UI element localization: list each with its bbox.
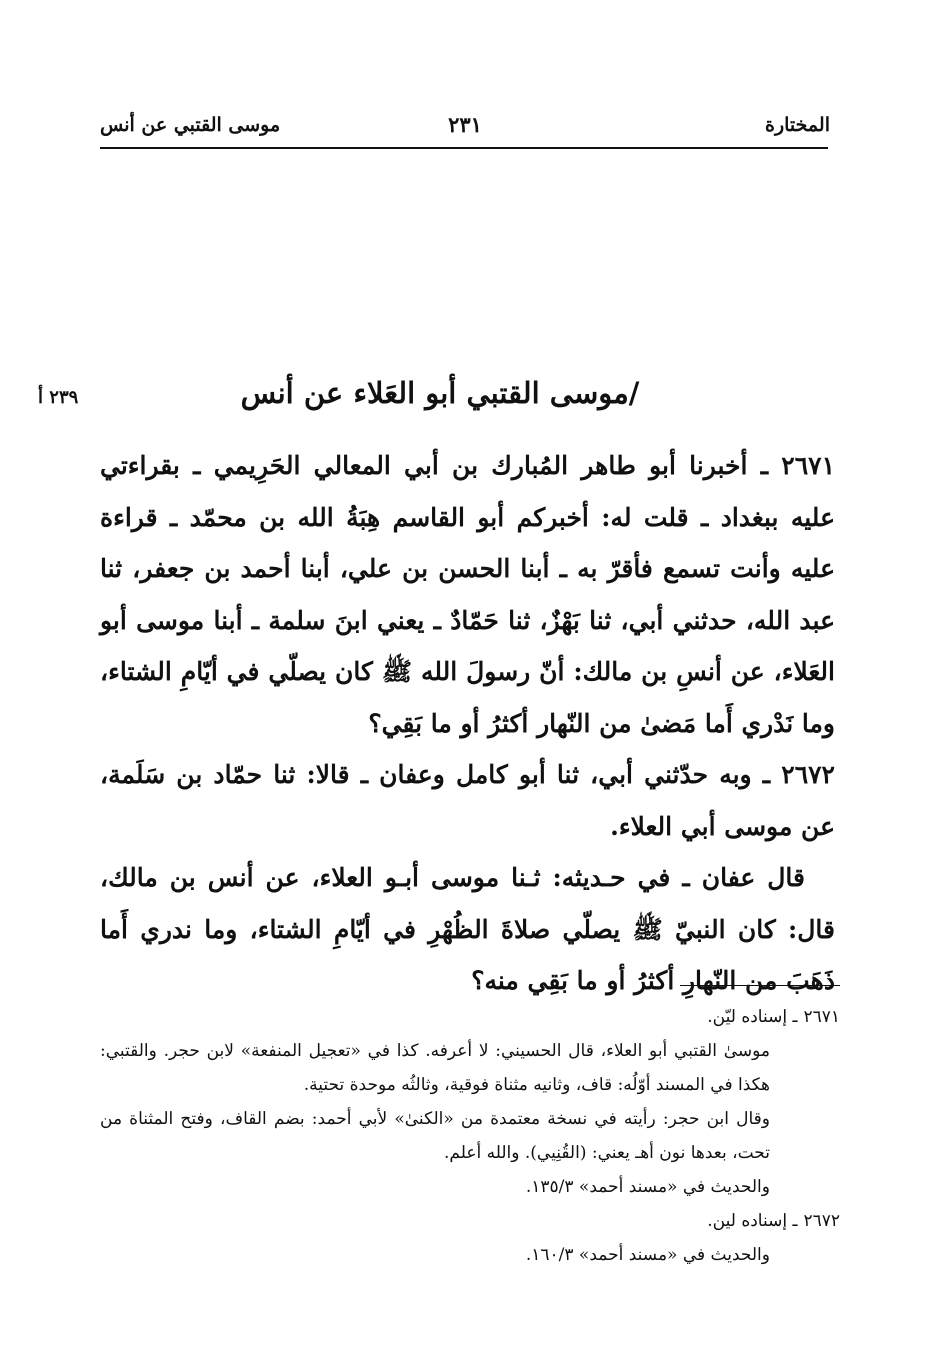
footnote-2672	[100, 1204, 840, 1238]
footnote-2671	[100, 1000, 840, 1034]
hadith-2671	[100, 440, 835, 749]
main-text	[100, 440, 835, 1007]
running-header	[100, 110, 830, 150]
footnote-paragraph: والحديث في «مسند أحمد» ١٣٥/٣.	[525, 1177, 770, 1197]
book-title: المختارة	[765, 114, 830, 136]
hadith-continuation: قال عفان ـ في حـديثه: ثـنا موسى أبـو العلاء، عن أنس بن مالك، قال: كان النبيّ ﷺ يصلّي صلاةَ الظُهْرِ في أيّامِ الشتاء، وما ندري أَما ذَهَبَ من النّهارِ أكثرُ أو ما بَقِي منه؟	[100, 863, 835, 995]
footnote-lead: ـ إسناده ليّن.	[707, 1007, 798, 1027]
hadith-2672	[100, 749, 835, 852]
footnote-paragraph: موسىٰ القتبي أبو العلاء، قال الحسيني: لا أعرفه. كذا في «تعجيل المنفعة» لابن حجر. والقتبي: هكذا في المسند أوّلُه: قاف، وثانيه مثناة فوقية، وثالثُه موحدة تحتية.	[100, 1041, 770, 1095]
footnotes	[100, 1000, 840, 1272]
page-number: ٢٣١	[448, 112, 482, 137]
footnote-paragraph: وقال ابن حجر: رأيته في نسخة معتمدة من «الكنىٰ» لأبي أحمد: بضم القاف، وفتح المثناة من تحت، بعدها نون أهـ يعني: (القُنِيي). والله أعلم.	[100, 1109, 770, 1163]
footnote-number: ٢٦٧٢	[803, 1211, 840, 1231]
hadith-number: ٢٦٧٢	[781, 760, 835, 789]
hadith-text: ـ وبه حدّثني أبي، ثنا أبو كامل وعفان ـ قالا: ثنا حمّاد بن سَلَمة، عن موسى أبي العلاء.	[100, 760, 835, 841]
hadith-number: ٢٦٧١	[781, 451, 835, 480]
header-divider	[100, 147, 828, 149]
section-title: موسى القتبي عن أنس	[100, 114, 281, 136]
footnote-divider	[680, 985, 840, 986]
chapter-title: /موسى القتبي أبو العَلاء عن أنس	[240, 376, 640, 410]
hadith-text: ـ أخبرنا أبو طاهر المُبارك بن أبي المعالي الحَرِيمي ـ بقراءتي عليه ببغداد ـ قلت له: أخبركم أبو القاسم هِبَةُ الله بن محمّد ـ قراءة عليه وأنت تسمع فأقرّ به ـ أبنا الحسن بن علي، أبنا أحمد بن جعفر، ثنا عبد الله، حدثني أبي، ثنا بَهْزٌ، ثنا حَمّادٌ ـ يعني ابنَ سلمة ـ أبنا موسى أبو العَلاء، عن أنسِ بن مالك: أنّ رسولَ الله ﷺ كان يصلّي في أيّامِ الشتاء، وما نَدْري أَما مَضىٰ من النّهار أكثرُ أو ما بَقِي؟	[100, 451, 835, 738]
footnote-number: ٢٦٧١	[803, 1007, 840, 1027]
manuscript-folio-note: ٢٣٩ أ	[38, 387, 79, 408]
footnote-paragraph: والحديث في «مسند أحمد» ١٦٠/٣.	[525, 1245, 770, 1265]
footnote-lead: ـ إسناده لين.	[707, 1211, 798, 1231]
